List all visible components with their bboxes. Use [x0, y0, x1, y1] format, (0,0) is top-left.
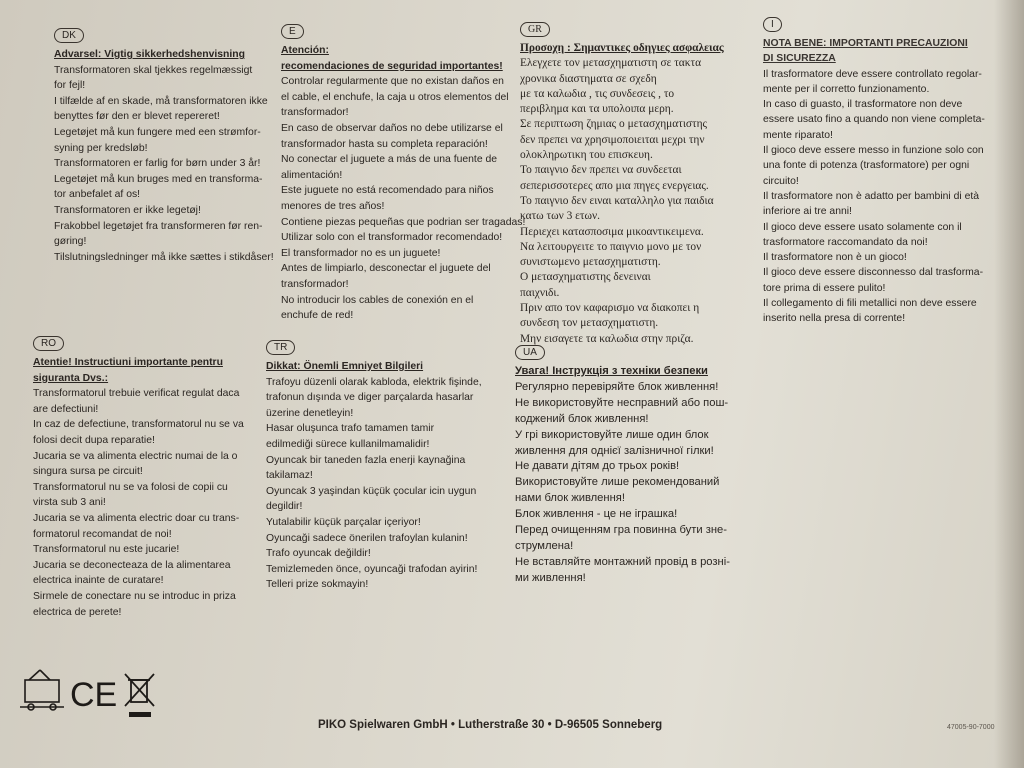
- section-text-line: Il gioco deve essere messo in funzione solo con: [763, 145, 984, 157]
- section-text-line: Jucaria se deconecteaza de la alimentarea: [33, 559, 231, 571]
- section-text-line: Temizlemeden önce, oyuncaği trafodan ayirin!: [266, 563, 478, 575]
- section-italian: [763, 17, 985, 327]
- section-body: [266, 375, 482, 593]
- section-text-line: Блок живлення - це не іграшка!: [515, 508, 678, 521]
- manufacturer-address: PIKO Spielwaren GmbH • Lutherstraße 30 • D-96505 Sonneberg: [318, 719, 663, 731]
- section-text-line: Το παιγνιο δεν ειναι καταλληλο για παιδια: [520, 194, 714, 207]
- section-text-line: Il trasformatore non è adatto per bambini di età: [763, 190, 980, 202]
- section-body: [515, 380, 730, 587]
- section-text-line: με τα καλωδια , τις συνδεσεις , το: [520, 87, 675, 100]
- section-heading: [515, 364, 730, 380]
- section-text-line: δεν πρεπει να χρησιμοποιειται μεχρι την: [520, 133, 705, 146]
- section-text-line: electrica inainte de curatare!: [33, 575, 164, 587]
- section-heading-line: Advarsel: Vigtig sikkerhedshenvisning: [54, 49, 245, 60]
- section-text-line: In caz de defectiune, transformatorul nu se va: [33, 419, 244, 431]
- section-heading: [266, 359, 482, 375]
- section-text-line: degildir!: [266, 501, 303, 513]
- section-text-line: Jucaria se va alimenta electric doar cu trans-: [33, 512, 240, 524]
- section-text-line: edilmediği sürece kullanilmamalidir!: [266, 438, 430, 450]
- section-text-line: Να λειτουργειτε το παιγνιο μονο με τον: [520, 240, 702, 253]
- section-text-line: üzerine denetleyin!: [266, 407, 354, 419]
- section-text-line: Transformatoren er farlig for børn under 3 år!: [54, 158, 261, 170]
- section-text-line: Πριν απο τον καφαρισμο να διακοπει η: [520, 302, 700, 315]
- section-text-line: essere usato fino a quando non viene completa-: [763, 114, 985, 126]
- section-text-line: живлення для однієї залізничної гілки!: [515, 444, 714, 457]
- section-text-line: συνδεση τον μετασχηματιστη.: [520, 317, 659, 330]
- section-heading-line: DI SICUREZZA: [763, 53, 836, 65]
- section-text-line: inserito nella presa di corrente!: [763, 313, 906, 325]
- language-badge: DK: [54, 28, 84, 43]
- section-heading-line: Atención:: [281, 45, 329, 56]
- section-text-line: Il collegamento di fili metallici non deve essere: [763, 298, 977, 310]
- section-greek: [520, 22, 724, 347]
- section-text-line: inferiore ai tre anni!: [763, 206, 852, 218]
- section-heading-line: NOTA BENE: IMPORTANTI PRECAUZIONI: [763, 38, 968, 49]
- section-text-line: Utilizar solo con el transformador recomendado!: [281, 232, 503, 244]
- section-text-line: Oyuncaği sadece önerilen trafoylan kulanin!: [266, 532, 468, 544]
- section-text-line: Oyuncak bir taneden fazla enerji kaynağina: [266, 454, 466, 466]
- section-text-line: Transformatorul nu este jucarie!: [33, 544, 180, 556]
- section-text-line: У грі використовуйте лише один блок: [515, 428, 709, 441]
- section-text-line: alimentación!: [281, 169, 343, 181]
- section-body: [33, 386, 244, 620]
- section-text-line: tore prima di essere pulito!: [763, 282, 886, 294]
- section-heading: [33, 355, 244, 386]
- section-text-line: Legetøjet må kun fungere med een strømfor-: [54, 126, 261, 138]
- section-heading-line: Προσοχη : Σημαντικες οδηγιες ασφαλειας: [520, 42, 724, 54]
- language-badge: RO: [33, 336, 64, 351]
- language-badge: GR: [520, 22, 550, 37]
- section-text-line: are defectiuni!: [33, 403, 99, 415]
- section-text-line: En caso de observar daños no debe utilizarse el: [281, 122, 503, 134]
- ce-mark-icon: CE: [70, 676, 118, 714]
- section-text-line: παιχνιδι.: [520, 286, 560, 299]
- section-text-line: Περιεχει κατασποσιμα μικοαντικειμενα.: [520, 225, 704, 238]
- section-text-line: Transformatoren er ikke legetøj!: [54, 204, 201, 216]
- section-text-line: I tilfælde af en skade, må transformatoren ikke: [54, 95, 268, 107]
- section-text-line: enchufe de red!: [281, 310, 354, 322]
- section-heading-line: recomendaciones de seguridad importantes!: [281, 60, 503, 72]
- section-text-line: El transformador no es un juguete!: [281, 247, 441, 259]
- section-text-line: Використовуйте лише рекомендований: [515, 476, 720, 489]
- train-transformer-icon: [20, 670, 64, 710]
- section-text-line: No conectar el juguete a más de una fuente de: [281, 154, 498, 166]
- section-heading: [763, 36, 985, 67]
- section-text-line: Ο μετασχηματιστης δενειναι: [520, 271, 651, 284]
- section-text-line: περιβλημα και τα υπολοιπα μερη.: [520, 103, 674, 116]
- section-text-line: Il trasformatore non è un gioco!: [763, 252, 907, 264]
- section-text-line: Μην εισαγετε τα καλωδια στην πριζα.: [520, 332, 694, 345]
- section-ukrainian: [515, 345, 730, 587]
- section-text-line: ми живлення!: [515, 571, 586, 584]
- section-heading: [281, 43, 525, 74]
- section-text-line: Sirmele de conectare nu se introduc in priza: [33, 590, 236, 602]
- section-text-line: Este juguete no está recomendado para niños: [281, 185, 494, 197]
- section-text-line: Contiene piezas pequeñas que podrian ser tragadas!: [281, 216, 526, 228]
- section-text-line: ολοκληρωτικη του επισκευη.: [520, 149, 653, 162]
- section-heading-line: siguranta Dvs.:: [33, 372, 109, 384]
- section-heading: [54, 47, 274, 63]
- section-text-line: σεπερισσοτερες απο μια πηγες ενεργειας.: [520, 179, 709, 192]
- section-text-line: Hasar oluşunca trafo tamamen tamir: [266, 423, 435, 435]
- section-text-line: Σε περιπτωση ζημιας ο μετασχηματιστης: [520, 118, 708, 131]
- section-text-line: takilamaz!: [266, 470, 313, 482]
- section-text-line: transformador!: [281, 107, 349, 119]
- section-text-line: folosi decit dupa reparatie!: [33, 434, 155, 446]
- section-text-line: una fonte di potenza (trasformatore) per ogni: [763, 160, 970, 172]
- section-text-line: Controlar regularmente que no existan daños en: [281, 76, 504, 88]
- section-text-line: el cable, el enchufe, la caja u otros elementos del: [281, 91, 509, 103]
- section-text-line: струмлена!: [515, 539, 574, 552]
- section-text-line: Jucaria se va alimenta electric numai de la o: [33, 450, 238, 462]
- section-text-line: Transformatoren skal tjekkes regelmæssigt: [54, 64, 253, 76]
- section-text-line: Transformatorul trebuie verificat regulat daca: [33, 388, 240, 400]
- page-edge-shadow: [994, 0, 1024, 768]
- section-text-line: Регулярно перевіряйте блок живлення!: [515, 380, 719, 393]
- weee-crossed-bin-icon: [125, 674, 154, 717]
- section-text-line: mente per il corretto funzionamento.: [763, 83, 930, 95]
- section-text-line: Ελεγχετε τον μετασχηματιστη σε τακτα: [520, 57, 702, 70]
- section-text-line: Yutalabilir küçük parçalar içeriyor!: [266, 516, 421, 528]
- section-text-line: Antes de limpiarlo, desconectar el juguete del: [281, 263, 491, 275]
- section-text-line: нами блок живлення!: [515, 492, 625, 505]
- section-heading-line: Увага! Інструкція з техніки безпеки: [515, 365, 708, 377]
- section-text-line: No introducir los cables de conexión en el: [281, 294, 474, 306]
- section-text-line: virsta sub 3 ani!: [33, 497, 106, 509]
- section-text-line: In caso di guasto, il trasformatore non deve: [763, 99, 963, 111]
- section-text-line: Telleri prize sokmayin!: [266, 579, 369, 591]
- section-heading-line: Atentie! Instructiuni importante pentru: [33, 357, 223, 368]
- section-text-line: benyttes før den er blevet repereret!: [54, 111, 220, 123]
- section-romanian: [33, 336, 244, 620]
- language-badge: E: [281, 24, 304, 39]
- section-text-line: Il gioco deve essere usato solamente con il: [763, 221, 962, 233]
- section-text-line: circuito!: [763, 175, 799, 187]
- section-spanish: [281, 24, 525, 324]
- section-text-line: electrica de perete!: [33, 606, 122, 618]
- section-danish: [54, 28, 274, 265]
- section-text-line: Trafo oyuncak değildir!: [266, 548, 371, 560]
- section-text-line: formatorul recomandat de noi!: [33, 528, 172, 540]
- section-text-line: trasformatore raccomandato da noi!: [763, 236, 928, 248]
- section-text-line: transformador!: [281, 278, 349, 290]
- section-body: [281, 74, 525, 324]
- section-text-line: singura sursa pe circuit!: [33, 466, 143, 478]
- document-reference-number: 47005-90-7000: [947, 724, 995, 731]
- section-text-line: syning per kredsløb!: [54, 142, 148, 154]
- language-badge: I: [763, 17, 782, 32]
- section-text-line: Transformatorul nu se va folosi de copii cu: [33, 481, 228, 493]
- section-text-line: tor anbefalet af os!: [54, 189, 141, 201]
- section-text-line: συνιστωμενο μετασχηματιστη.: [520, 256, 661, 269]
- section-text-line: Frakobbel legetøjet fra transformeren før ren-: [54, 220, 263, 232]
- language-badge: UA: [515, 345, 545, 360]
- section-text-line: Не вставляйте монтажний провід в розні-: [515, 555, 730, 568]
- section-text-line: trafonun dışında ve diger parçalarda hasarlar: [266, 392, 474, 404]
- section-text-line: Trafoyu düzenli olarak kabloda, elektrik fişinde,: [266, 376, 482, 388]
- section-text-line: menores de tres años!: [281, 200, 385, 212]
- section-text-line: Il trasformatore deve essere controllato regolar-: [763, 68, 982, 80]
- section-text-line: Tilslutningsledninger må ikke sættes i stikdåser!: [54, 251, 274, 263]
- section-heading-line: Dikkat: Önemli Emniyet Bilgileri: [266, 361, 424, 372]
- section-text-line: коджений блок живлення!: [515, 412, 649, 425]
- section-text-line: transformador hasta su completa reparación!: [281, 138, 488, 150]
- section-text-line: Το παιγνιο δεν πρεπει να συνδεεται: [520, 164, 682, 177]
- language-badge: TR: [266, 340, 295, 355]
- section-text-line: for fejl!: [54, 80, 86, 92]
- section-body: [54, 63, 274, 266]
- certification-symbols: [20, 668, 165, 720]
- section-turkish: [266, 340, 482, 593]
- section-body: [763, 67, 985, 327]
- section-text-line: Il gioco deve essere disconnesso dal trasforma-: [763, 267, 984, 279]
- section-text-line: Не використовуйте несправний або пош-: [515, 396, 729, 409]
- section-text-line: Не давати дітям до трьох років!: [515, 460, 680, 473]
- section-text-line: gøring!: [54, 236, 87, 248]
- section-text-line: κατω των 3 ετων.: [520, 210, 601, 223]
- section-body: [520, 56, 724, 347]
- section-text-line: Legetøjet må kun bruges med en transforma-: [54, 173, 263, 185]
- section-text-line: Перед очищенням гра повинна бути зне-: [515, 524, 727, 537]
- section-heading: [520, 41, 724, 56]
- section-text-line: mente riparato!: [763, 129, 833, 141]
- section-text-line: Oyuncak 3 yaşindan küçük çocular icin uygun: [266, 485, 477, 497]
- section-text-line: χρονικα διαστηματα σε σχεδη: [520, 72, 657, 85]
